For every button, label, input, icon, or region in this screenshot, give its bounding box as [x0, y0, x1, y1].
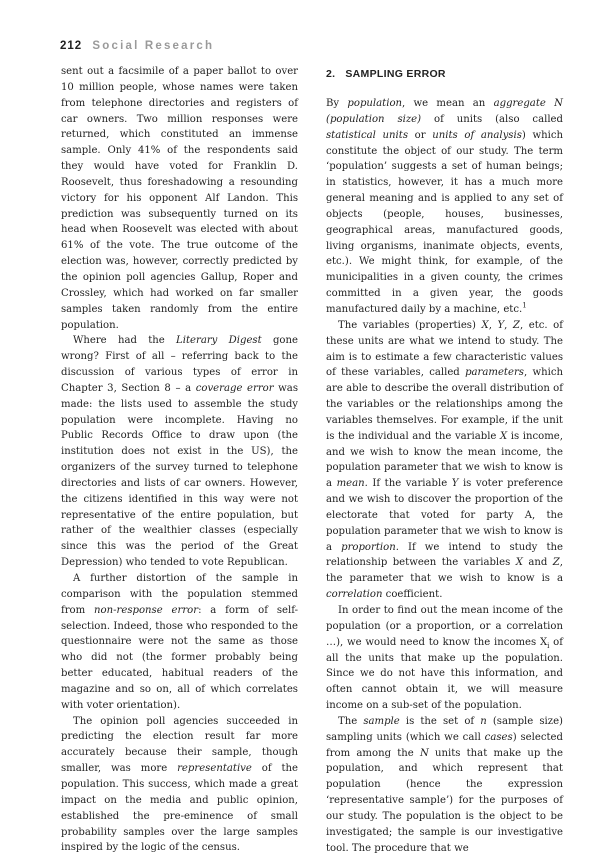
page-number: 212 — [60, 40, 83, 52]
running-head-title: Social Research — [92, 40, 215, 52]
paragraph: In order to find out the mean income of the population (or a proportion, or a correlation …), we would need to know the incomes $X_i$ of all the units that make up the population. Since we do not have this information, and often cannot obtain it, we will measure income on a sub-set of the population. — [326, 605, 563, 712]
paragraph: By population, we mean an aggregate N (population size) of units (also called statistical units or units of analysis) which constitute the object of our study. The term ‘population’ suggests a set of human beings; in statistics, however, it has a much more general meaning and is applied to any set of objects (people, houses, businesses, geographical areas, manufactured goods, living organisms, inanimate objects, events, etc.). We might think, for example, of the municipalities in a given county, the crimes committed in a given year, the goods manufactured daily by a machine, etc.$^1$ — [326, 98, 564, 315]
left-column — [61, 64, 298, 856]
footnote-marker: 1 — [522, 301, 527, 310]
running-head — [60, 40, 214, 52]
paragraph: A further distortion of the sample in comparison with the population stemmed from non-response error: a form of self-selection. Indeed, those who responded to the questionnaire were not the same as those who did not (the former probably being better educated, habitual readers of the magazine and so on, all of which correlates with voter orientation). — [61, 573, 298, 711]
section-number: 2. — [326, 68, 336, 80]
paragraph: The sample is the set of n (sample size) sampling units (which we call cases) selected from among the N units that make up the population, and which represent that population (hence the expression ‘representative sample’) for the purposes of our study. The population is the object to be investigated; the sample is our investigative tool. The procedure that we — [326, 715, 563, 854]
right-column — [326, 64, 563, 857]
paragraph: The variables (properties) X, Y, Z, etc. of these units are what we intend to study. The aim is to estimate a few characteristic values of these variables, called parameters, which are able to describe the overall distribution of the variables or the relationships among the variables themselves. For example, if the unit is the individual and the variable X is income, and we wish to know the mean income, the population parameter that we wish to know is a mean. If the variable Y is voter preference and we wish to discover the proportion of the electorate that voted for party A, the population parameter that we wish to know is a proportion. If we intend to study the relationship between the variables X and Z, the parameter that we wish to know is a correlation coefficient. — [326, 319, 563, 601]
paragraph: sent out a facsimile of a paper ballot to over 10 million people, whose names were taken from telephone directories and registers of car owners. Two million responses were returned, which constituted an immense sample. Only 41% of the respondents said they would have voted for Franklin D. Roosevelt, thus foreshadowing a resounding victory for his opponent Alf Landon. This prediction was subsequently turned on its head when Roosevelt was elected with about 61% of the vote. The true outcome of the election was, however, correctly predicted by the opinion poll agencies Gallup, Roper and Crossley, which had worked on far smaller samples taken randomly from the entire population. — [61, 66, 298, 331]
paragraph: Where had the Literary Digest gone wrong? First of all – referring back to the discussion of various types of error in Chapter 3, Section 8 – a coverage error was made: the lists used to assemble the study population were incomplete. Having no Public Records Office to draw upon (the institution does not exist in the US), the organizers of the survey turned to telephone directories and lists of car owners. However, the citizens identified in this way were not representative of the entire population, but rather of the wealthier classes (especially since this was the period of the Great Depression) who tended to vote Republican. — [61, 335, 299, 569]
section-heading — [326, 68, 563, 81]
section-title: SAMPLING ERROR — [345, 68, 446, 80]
paragraph: The opinion poll agencies succeeded in predicting the election result far more accurately because their sample, though smaller, was more representative of the population. This success, which made a great impact on the media and public opinion, established the pre-eminence of small probability samples over the large samples inspired by the logic of the census. — [61, 715, 298, 854]
